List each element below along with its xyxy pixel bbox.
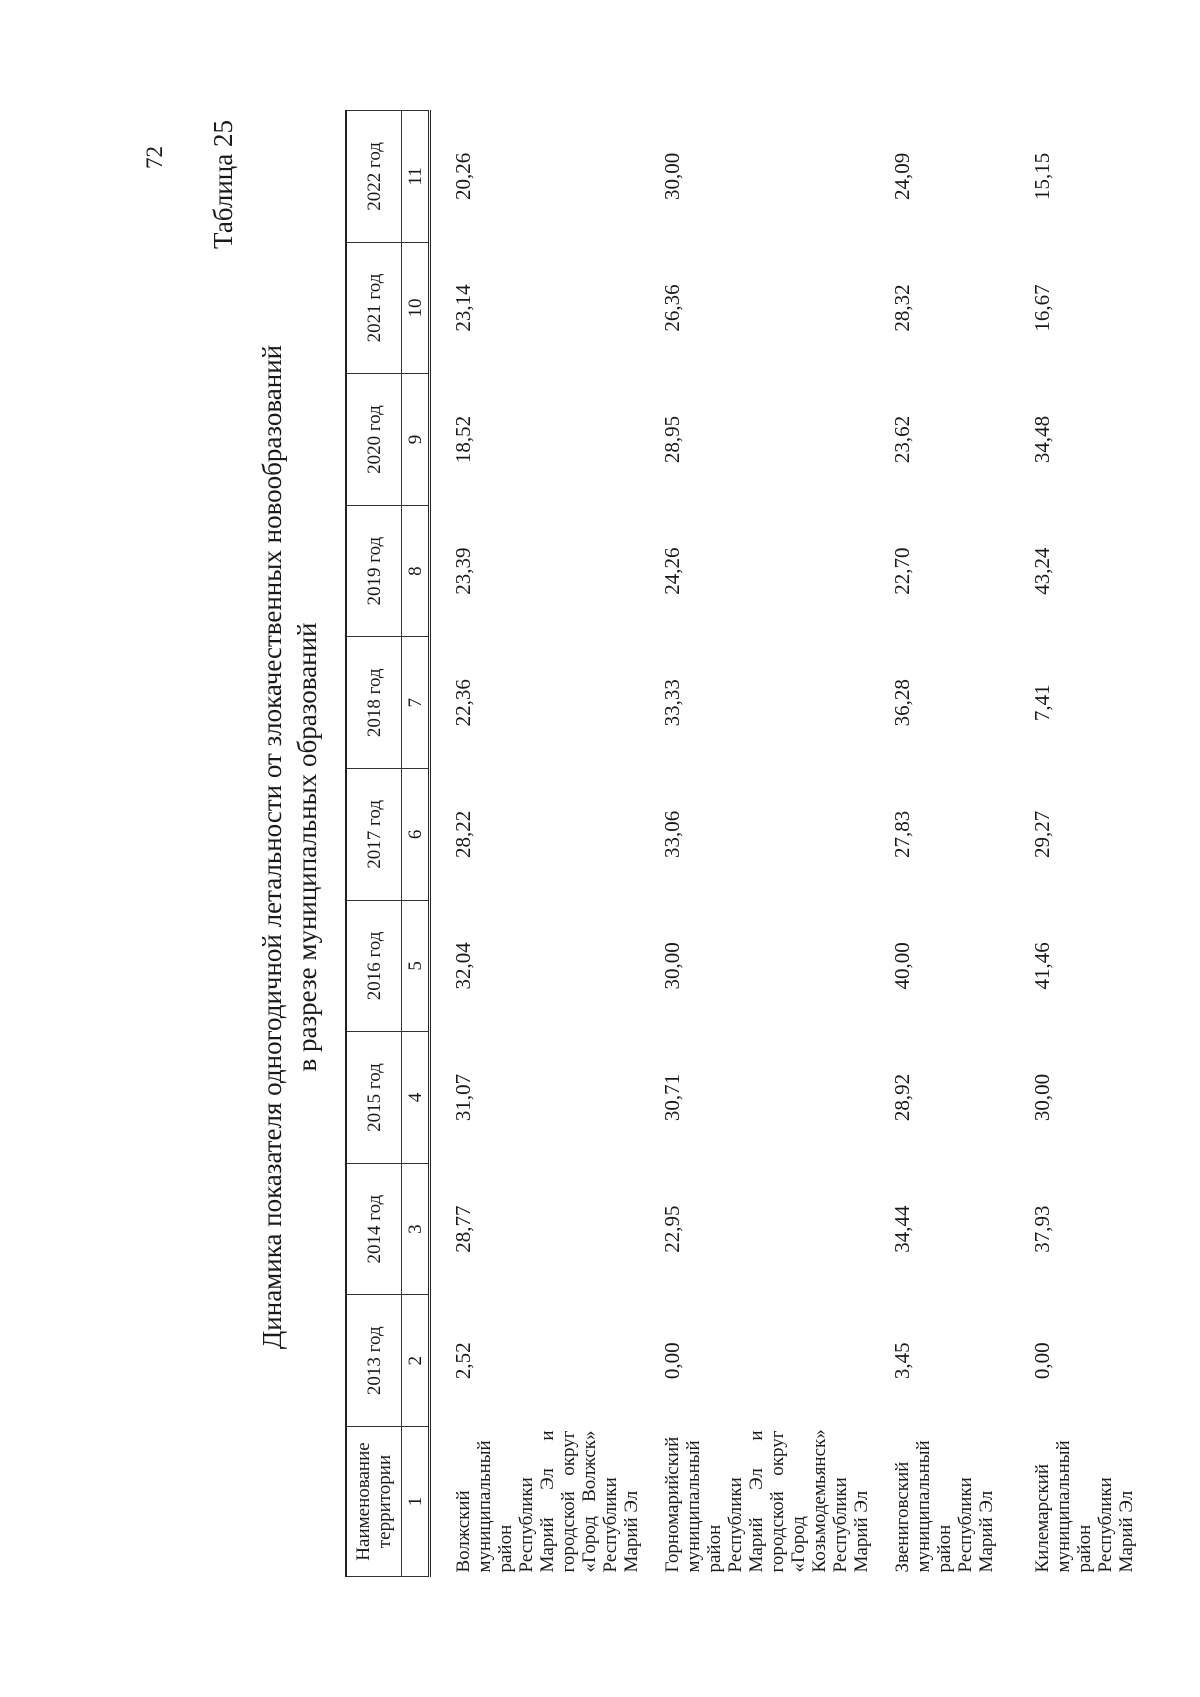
year-header: 2017 год [346,769,402,901]
column-number: 9 [402,374,430,506]
value-cell: 34,48 [1030,415,1054,464]
column-number: 3 [402,1163,430,1295]
value-cell: 34,44 [890,1205,914,1253]
value-cell: 37,93 [1030,1205,1054,1253]
territory-name: Волжский муниципальный район Республики Марий Эл и городской округ «Город Волжск» Республики Марий Эл [453,1430,642,1573]
table-row [872,111,1012,1577]
column-number: 8 [402,505,430,637]
territory-name: Килемарский муниципальный район Республики Марий Эл [1032,1440,1137,1573]
value-cell: 30,00 [660,942,684,990]
value-cell: 30,00 [660,152,684,200]
value-cell: 23,39 [451,547,475,595]
value-cell: 15,15 [1030,152,1054,200]
value-cell: 41,46 [1030,942,1054,990]
value-cell: 3,45 [890,1342,914,1380]
table-row [430,111,643,1577]
value-cell: 23,62 [890,415,914,464]
value-cell: 32,04 [451,942,475,990]
page-number: 72 [142,146,167,169]
year-header: 2015 год [346,1032,402,1164]
value-cell: 30,71 [660,1073,684,1122]
value-cell: 28,95 [660,415,684,464]
value-cell: 0,00 [660,1342,684,1380]
column-number: 6 [402,769,430,901]
value-cell: 24,26 [660,547,684,595]
value-cell: 27,83 [890,810,914,858]
value-cell: 24,09 [890,152,914,200]
value-cell: 28,22 [451,810,475,858]
value-cell: 26,36 [660,284,684,332]
header-row [346,111,402,1577]
value-cell: 33,33 [660,679,684,727]
table-title-line2: в разрезе муниципальных образований [292,622,322,1072]
column-number: 2 [402,1295,430,1427]
year-header: 2020 год [346,374,402,506]
value-cell: 43,24 [1030,547,1054,595]
territory-name: Звениговский муниципальный район Республики Марий Эл [892,1440,997,1573]
column-number-row [402,111,430,1577]
year-header: 2013 год [346,1295,402,1427]
value-cell: 33,06 [660,810,684,858]
value-cell: 28,32 [890,284,914,332]
value-cell: 23,14 [451,284,475,332]
value-cell: 36,28 [890,679,914,727]
value-cell: 40,00 [890,942,914,990]
column-number: 5 [402,900,430,1032]
value-cell: 20,26 [451,152,475,200]
value-cell: 22,36 [451,679,475,727]
value-cell: 28,77 [451,1205,475,1253]
value-cell: 30,00 [1030,1073,1054,1122]
value-cell: 28,92 [890,1073,914,1122]
value-cell: 16,67 [1030,284,1054,332]
value-cell: 2,52 [451,1342,475,1380]
value-cell: 18,52 [451,415,475,464]
table-label: Таблица 25 [208,120,238,249]
table-row [642,111,872,1577]
year-header: 2016 год [346,900,402,1032]
year-header: 2021 год [346,242,402,374]
column-number: 1 [402,1427,430,1577]
value-cell: 31,07 [451,1073,475,1122]
table-row [1012,111,1152,1577]
table-title-line1: Динамика показателя одногодичной летальности от злокачественных новообразований [257,344,287,1350]
column-number: 7 [402,637,430,769]
column-number: 11 [402,111,430,243]
value-cell: 22,70 [890,547,914,595]
value-cell: 7,41 [1030,684,1054,722]
name-header: Наименование территории [346,1427,402,1577]
value-cell: 22,95 [660,1205,684,1253]
value-cell: 0,00 [1030,1342,1054,1380]
year-header: 2014 год [346,1163,402,1295]
territory-name: Горномарийский муниципальный район Республики Марий Эл и городской округ «Город Козьмодемьянск» Республики Марий Эл [662,1429,872,1573]
year-header: 2022 год [346,111,402,243]
year-header: 2018 год [346,637,402,769]
column-number: 10 [402,242,430,374]
column-number: 4 [402,1032,430,1164]
value-cell: 29,27 [1030,810,1054,858]
year-header: 2019 год [346,505,402,637]
data-table [345,110,1152,1577]
